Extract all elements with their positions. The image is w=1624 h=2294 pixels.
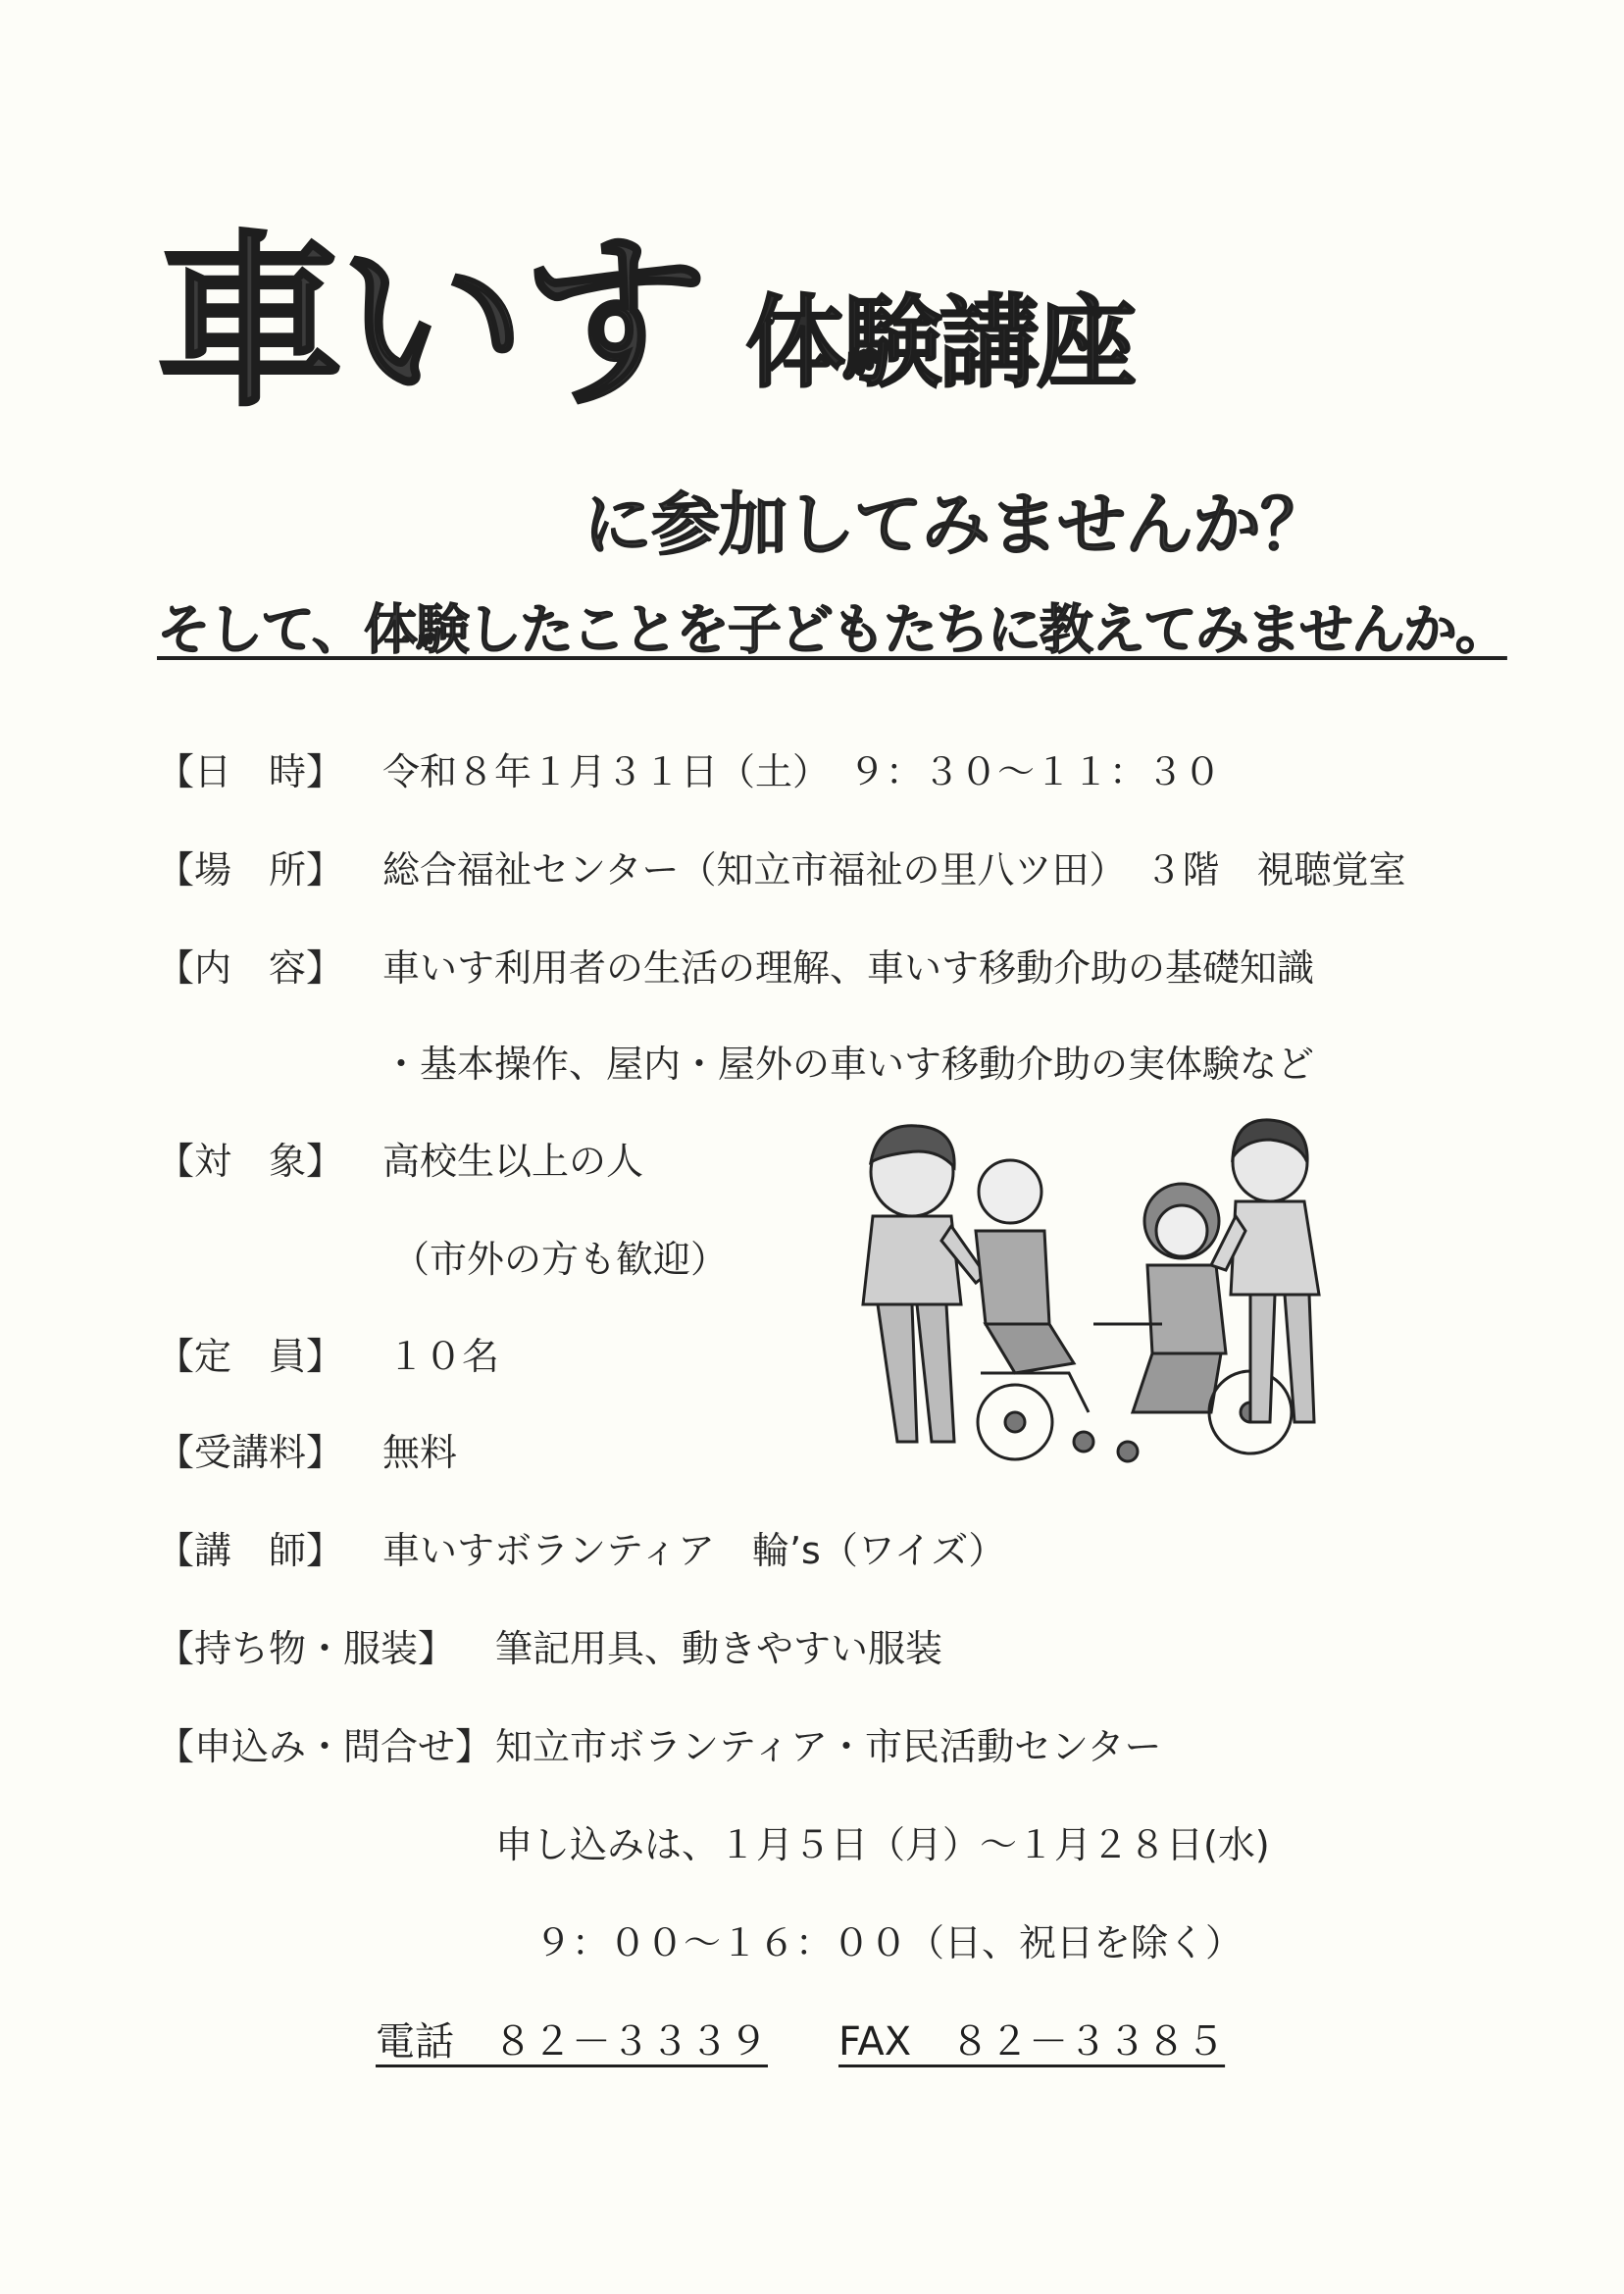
detail-value-target: 高校生以上の人 <box>382 1140 644 1183</box>
contact-fax: FAX ８２－３３８５ <box>838 2019 1226 2065</box>
detail-label-content: 【内 容】 <box>157 946 344 990</box>
detail-value-content: 車いす利用者の生活の理解、車いす移動介助の基礎知識 <box>382 946 1315 990</box>
detail-label-belongings: 【持ち物・服装】 <box>157 1627 456 1670</box>
detail-label-place: 【場 所】 <box>157 848 344 892</box>
teaching-invitation-line: そして、体験したことを子どもたちに教えてみませんか。 <box>157 598 1507 661</box>
detail-value-application: 知立市ボランティア・市民活動センター <box>495 1725 1162 1768</box>
detail-value-instructor: 車いすボランティア 輪’s（ワイズ） <box>382 1529 1006 1572</box>
detail-value-application-3: ９：００～１６：００（日、祝日を除く） <box>534 1921 1243 1964</box>
wheelchair-caregivers-illustration <box>838 1118 1348 1491</box>
detail-label-instructor: 【講 師】 <box>157 1529 344 1572</box>
detail-label-target: 【対 象】 <box>157 1140 344 1183</box>
invitation-line: に参加してみませんか？ <box>584 484 1328 565</box>
detail-value-belongings: 筆記用具、動きやすい服装 <box>495 1627 943 1670</box>
detail-label-datetime: 【日 時】 <box>157 750 344 793</box>
detail-value-capacity: １０名 <box>387 1335 500 1378</box>
detail-value-target-2: （市外の方も歓迎） <box>392 1238 729 1281</box>
detail-value-application-2: 申し込みは、１月５日（月）～１月２８日(水) <box>495 1823 1270 1866</box>
detail-value-place: 総合福祉センター（知立市福祉の里八ツ田） ３階 視聴覚室 <box>382 848 1406 892</box>
detail-label-fee: 【受講料】 <box>157 1431 344 1474</box>
detail-label-capacity: 【定 員】 <box>157 1335 344 1378</box>
detail-label-application: 【申込み・問合せ】 <box>157 1725 493 1768</box>
page-title-sub: 体験講座 <box>745 285 1134 402</box>
page-title-main: 車いす <box>157 215 705 432</box>
detail-value-fee: 無料 <box>382 1431 458 1474</box>
contact-phone: 電話 ８２－３３３９ <box>376 2019 768 2065</box>
detail-value-content-2: ・基本操作、屋内・屋外の車いす移動介助の実体験など <box>382 1043 1315 1086</box>
detail-value-datetime: 令和８年１月３１日（土） ９：３０～１１：３０ <box>382 750 1222 793</box>
